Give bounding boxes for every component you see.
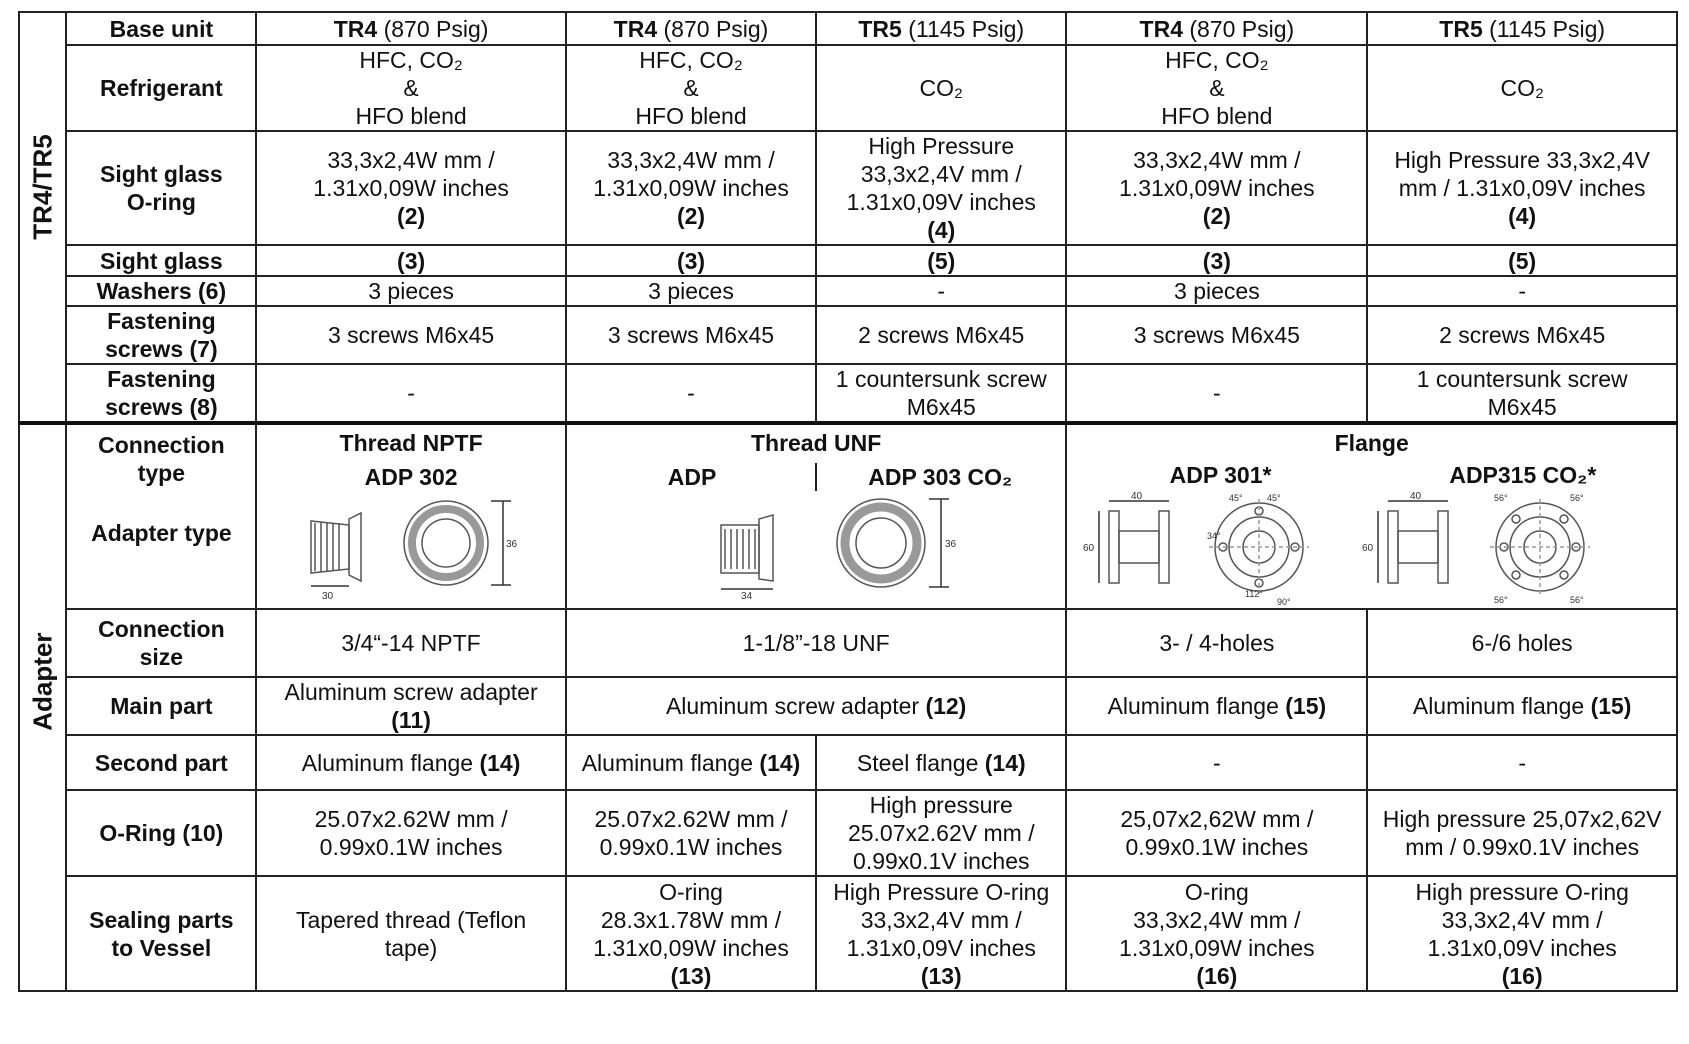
fastening8-col1: - bbox=[256, 364, 566, 423]
nptf-dim-30: 30 bbox=[322, 591, 334, 601]
refrigerant-col1: HFC, CO₂ & HFO blend bbox=[256, 45, 566, 131]
row-fastening-7 bbox=[19, 306, 1677, 364]
second-part-col1: Aluminum flange (14) bbox=[256, 735, 566, 790]
sg-oring-col4: 33,3x2,4W mm / 1.31x0,09W inches (2) bbox=[1066, 131, 1367, 245]
sealing-col1: Tapered thread (Teflon tape) bbox=[256, 876, 566, 991]
unf-type-b: ADP 303 CO₂ bbox=[815, 463, 1063, 491]
flange-type-b: ADP315 CO₂* bbox=[1449, 462, 1597, 488]
spec-table-wrapper bbox=[18, 11, 1678, 992]
base-unit-col1: TR4 (870 Psig) bbox=[256, 12, 566, 45]
base-unit-col2: TR4 (870 Psig) bbox=[566, 12, 816, 45]
flange315-angle-56d: 56° bbox=[1570, 595, 1585, 605]
second-part-col2: Aluminum flange (14) bbox=[566, 735, 816, 790]
row-header-oring-10: O-Ring (10) bbox=[66, 790, 256, 876]
row-sight-glass-oring bbox=[19, 131, 1677, 245]
row-refrigerant bbox=[19, 45, 1677, 131]
flange315-angle-56b: 56° bbox=[1570, 493, 1585, 503]
flange301-dim-60: 60 bbox=[1083, 543, 1095, 554]
flange315-drawing bbox=[1344, 489, 1629, 607]
fastening8-col2: - bbox=[566, 364, 816, 423]
flange-title: Flange bbox=[1334, 430, 1409, 456]
row-header-sealing-parts: Sealing parts to Vessel bbox=[66, 876, 256, 991]
row-base-unit bbox=[19, 12, 1677, 45]
washers-col4: 3 pieces bbox=[1066, 276, 1367, 306]
row-header-fastening-8: Fastening screws (8) bbox=[66, 364, 256, 423]
flange301-drawing bbox=[1069, 489, 1344, 607]
row-header-washers: Washers (6) bbox=[66, 276, 256, 306]
row-header-second-part: Second part bbox=[66, 735, 256, 790]
fastening7-col3: 2 screws M6x45 bbox=[816, 306, 1066, 364]
second-part-col5: - bbox=[1367, 735, 1677, 790]
spec-table bbox=[18, 11, 1678, 992]
row-header-main-part: Main part bbox=[66, 677, 256, 735]
flange301-angle-45a: 45° bbox=[1229, 493, 1244, 503]
flange315-dim-60: 60 bbox=[1362, 543, 1374, 554]
sight-glass-col2: (3) bbox=[566, 245, 816, 276]
sight-glass-col5: (5) bbox=[1367, 245, 1677, 276]
second-part-col3: Steel flange (14) bbox=[816, 735, 1066, 790]
sg-oring-col1: 33,3x2,4W mm / 1.31x0,09W inches (2) bbox=[256, 131, 566, 245]
main-part-unf: Aluminum screw adapter (12) bbox=[566, 677, 1067, 735]
unf-dim-34: 34 bbox=[741, 591, 753, 601]
oring10-col4: 25,07x2,62W mm / 0.99x0.1W inches bbox=[1066, 790, 1367, 876]
sealing-col5: High pressure O-ring 33,3x2,4V mm / 1.31x0,09V inches (16) bbox=[1367, 876, 1677, 991]
washers-col3: - bbox=[816, 276, 1066, 306]
row-connection-size bbox=[19, 609, 1677, 677]
unf-drawing bbox=[651, 491, 981, 601]
sight-glass-col4: (3) bbox=[1066, 245, 1367, 276]
fastening8-col4: - bbox=[1066, 364, 1367, 423]
flange315-angle-56a: 56° bbox=[1494, 493, 1509, 503]
main-part-flange2: Aluminum flange (15) bbox=[1367, 677, 1677, 735]
conn-size-unf: 1-1/8”-18 UNF bbox=[566, 609, 1067, 677]
nptf-title: Thread NPTF bbox=[339, 430, 483, 456]
row-header-refrigerant: Refrigerant bbox=[66, 45, 256, 131]
row-header-connection-size: Connection size bbox=[66, 609, 256, 677]
row-sealing-parts bbox=[19, 876, 1677, 991]
sg-oring-col2: 33,3x2,4W mm / 1.31x0,09W inches (2) bbox=[566, 131, 816, 245]
sight-glass-col3: (5) bbox=[816, 245, 1066, 276]
sealing-col3: High Pressure O-ring 33,3x2,4V mm / 1.31x0,09V inches (13) bbox=[816, 876, 1066, 991]
conn-size-flange1: 3- / 4-holes bbox=[1066, 609, 1367, 677]
conn-size-flange2: 6-/6 holes bbox=[1367, 609, 1677, 677]
row-header-adapter-type: Connection type Adapter type bbox=[66, 423, 256, 609]
row-main-part bbox=[19, 677, 1677, 735]
base-unit-col3: TR5 (1145 Psig) bbox=[816, 12, 1066, 45]
row-sight-glass bbox=[19, 245, 1677, 276]
nptf-drawing bbox=[291, 491, 531, 601]
main-part-nptf: Aluminum screw adapter (11) bbox=[256, 677, 566, 735]
oring10-col1: 25.07x2.62W mm / 0.99x0.1W inches bbox=[256, 790, 566, 876]
adapter-flange-cell bbox=[1066, 423, 1677, 609]
flange-type-a: ADP 301* bbox=[1169, 462, 1272, 488]
second-part-col4: - bbox=[1066, 735, 1367, 790]
unf-title: Thread UNF bbox=[750, 430, 882, 456]
fastening8-col5: 1 countersunk screw M6x45 bbox=[1367, 364, 1677, 423]
adapter-nptf-cell bbox=[256, 423, 566, 609]
unf-dim-36: 36 bbox=[945, 539, 957, 550]
refrigerant-col3: CO₂ bbox=[816, 45, 1066, 131]
fastening7-col5: 2 screws M6x45 bbox=[1367, 306, 1677, 364]
base-unit-col4: TR4 (870 Psig) bbox=[1066, 12, 1367, 45]
section-label-adapter: Adapter bbox=[19, 423, 66, 991]
flange301-angle-112: 112° bbox=[1245, 589, 1264, 599]
flange315-dim-40: 40 bbox=[1410, 491, 1422, 502]
oring10-col2: 25.07x2.62W mm / 0.99x0.1W inches bbox=[566, 790, 816, 876]
fastening7-col4: 3 screws M6x45 bbox=[1066, 306, 1367, 364]
nptf-type: ADP 302 bbox=[364, 464, 458, 490]
oring10-col5: High pressure 25,07x2,62V mm / 0.99x0.1V inches bbox=[1367, 790, 1677, 876]
washers-col2: 3 pieces bbox=[566, 276, 816, 306]
main-part-flange1: Aluminum flange (15) bbox=[1066, 677, 1367, 735]
washers-col1: 3 pieces bbox=[256, 276, 566, 306]
nptf-dim-36: 36 bbox=[506, 539, 518, 550]
row-header-sight-glass: Sight glass bbox=[66, 245, 256, 276]
sg-oring-col5: High Pressure 33,3x2,4V mm / 1.31x0,09V inches (4) bbox=[1367, 131, 1677, 245]
conn-size-nptf: 3/4“-14 NPTF bbox=[256, 609, 566, 677]
fastening7-col1: 3 screws M6x45 bbox=[256, 306, 566, 364]
row-header-sight-glass-oring: Sight glass O-ring bbox=[66, 131, 256, 245]
refrigerant-col2: HFC, CO₂ & HFO blend bbox=[566, 45, 816, 131]
sight-glass-col1: (3) bbox=[256, 245, 566, 276]
washers-col5: - bbox=[1367, 276, 1677, 306]
flange301-angle-34: 34° bbox=[1207, 531, 1222, 541]
row-adapter-type bbox=[19, 423, 1677, 609]
flange301-angle-90: 90° bbox=[1277, 597, 1292, 607]
row-header-base-unit: Base unit bbox=[66, 12, 256, 45]
sealing-col4: O-ring 33,3x2,4W mm / 1.31x0,09W inches (16) bbox=[1066, 876, 1367, 991]
flange301-angle-45b: 45° bbox=[1267, 493, 1282, 503]
row-oring-10 bbox=[19, 790, 1677, 876]
unf-type-a: ADP bbox=[667, 464, 717, 490]
adapter-unf-cell bbox=[566, 423, 1067, 609]
flange301-dim-40: 40 bbox=[1131, 491, 1143, 502]
section-label-tr4-tr5: TR4/TR5 bbox=[19, 12, 66, 423]
row-header-fastening-7: Fastening screws (7) bbox=[66, 306, 256, 364]
refrigerant-col5: CO₂ bbox=[1367, 45, 1677, 131]
fastening7-col2: 3 screws M6x45 bbox=[566, 306, 816, 364]
sealing-col2: O-ring 28.3x1.78W mm / 1.31x0,09W inches (13) bbox=[566, 876, 816, 991]
refrigerant-col4: HFC, CO₂ & HFO blend bbox=[1066, 45, 1367, 131]
row-second-part bbox=[19, 735, 1677, 790]
base-unit-col5: TR5 (1145 Psig) bbox=[1367, 12, 1677, 45]
fastening8-col3: 1 countersunk screw M6x45 bbox=[816, 364, 1066, 423]
row-washers bbox=[19, 276, 1677, 306]
row-fastening-8 bbox=[19, 364, 1677, 423]
sg-oring-col3: High Pressure 33,3x2,4V mm / 1.31x0,09V inches (4) bbox=[816, 131, 1066, 245]
flange315-angle-56c: 56° bbox=[1494, 595, 1509, 605]
oring10-col3: High pressure 25.07x2.62V mm / 0.99x0.1V inches bbox=[816, 790, 1066, 876]
